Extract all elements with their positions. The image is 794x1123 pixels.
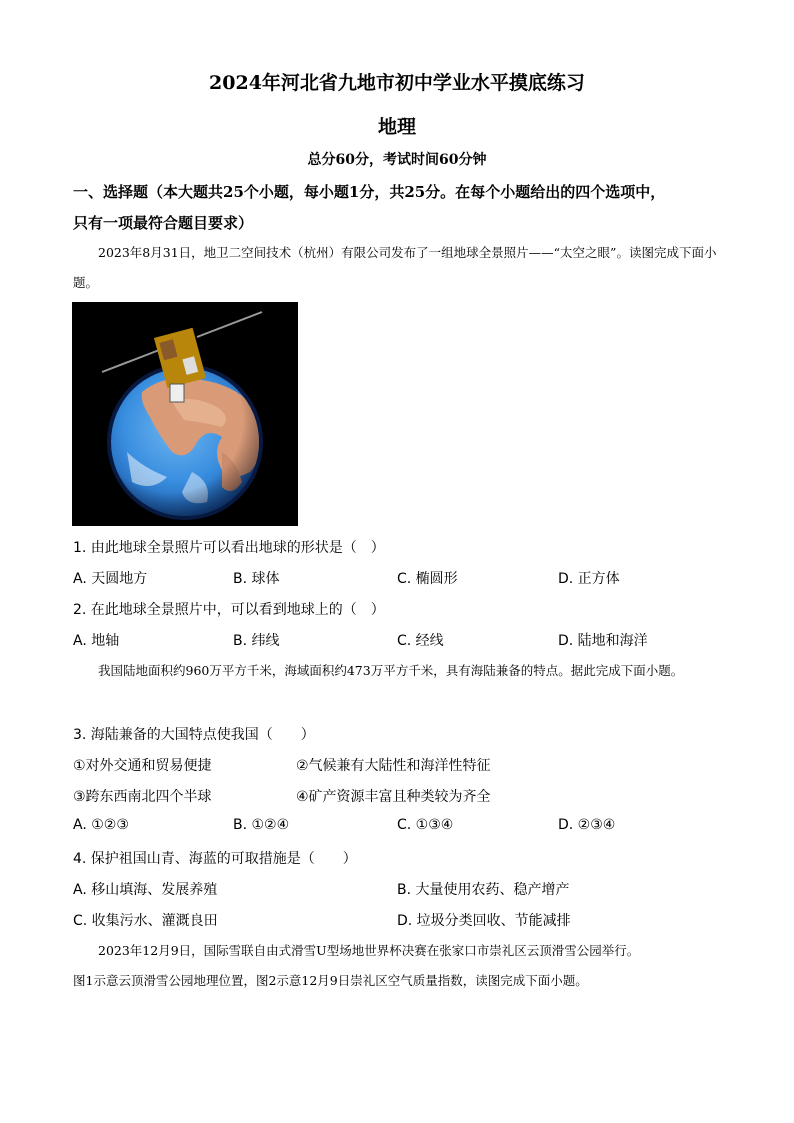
q4-option-a[interactable]: A. 移山填海、发展养殖 bbox=[73, 882, 218, 898]
q4-option-b[interactable]: B. 大量使用农药、稳产增产 bbox=[397, 882, 570, 898]
q2-option-d[interactable]: D. 陆地和海洋 bbox=[558, 633, 648, 649]
q3-option-c[interactable]: C. ①③④ bbox=[397, 817, 454, 833]
section-heading bbox=[73, 177, 733, 239]
q2-option-a[interactable]: A. 地轴 bbox=[73, 633, 120, 649]
question-4-stem: 4. 保护祖国山青、海蓝的可取措施是（ ） bbox=[73, 851, 357, 867]
exam-title: 2024年河北省九地市初中学业水平摸底练习 bbox=[209, 72, 585, 94]
passage-3-line2: 图1示意云顶滑雪公园地理位置，图2示意12月9日崇礼区空气质量指数，读图完成下面小题。 bbox=[73, 973, 588, 988]
q3-statement-1: ①对外交通和贸易便捷 bbox=[73, 758, 212, 774]
section-heading-line2: 只有一项最符合题目要求） bbox=[73, 214, 254, 232]
passage-2: 我国陆地面积约960万平方千米，海域面积约473万平方千米，具有海陆兼备的特点。据此完成下面小题。 bbox=[98, 663, 684, 678]
section-heading-line1: 一、选择题（本大题共25个小题，每小题1分，共25分。在每个小题给出的四个选项中， bbox=[73, 183, 666, 201]
q4-option-d[interactable]: D. 垃圾分类回收、节能减排 bbox=[397, 913, 571, 929]
q4-option-c[interactable]: C. 收集污水、灌溉良田 bbox=[73, 913, 218, 929]
q3-statement-2: ②气候兼有大陆性和海洋性特征 bbox=[296, 758, 491, 774]
earth-panorama-photo bbox=[72, 302, 298, 526]
passage-1: 2023年8月31日，地卫二空间技术（杭州）有限公司发布了一组地球全景照片——“太空之眼”。读图完成下面小题。 bbox=[73, 245, 717, 290]
q2-option-b[interactable]: B. 纬线 bbox=[233, 633, 280, 649]
q3-statement-3: ③跨东西南北四个半球 bbox=[73, 789, 212, 805]
q1-option-b[interactable]: B. 球体 bbox=[233, 571, 280, 587]
question-2-stem: 2. 在此地球全景照片中，可以看到地球上的（ ） bbox=[73, 602, 385, 618]
passage-3-line1: 2023年12月9日，国际雪联自由式滑雪U型场地世界杯决赛在张家口市崇礼区云顶滑雪公园举行。 bbox=[98, 943, 640, 958]
subject-title: 地理 bbox=[377, 116, 416, 138]
q2-option-c[interactable]: C. 经线 bbox=[397, 633, 444, 649]
question-3-stem: 3. 海陆兼备的大国特点使我国（ ） bbox=[73, 727, 315, 743]
exam-info: 总分60分，考试时间60分钟 bbox=[307, 152, 487, 168]
q3-option-a[interactable]: A. ①②③ bbox=[73, 817, 129, 833]
q1-option-c[interactable]: C. 椭圆形 bbox=[397, 571, 458, 587]
question-1-stem: 1. 由此地球全景照片可以看出地球的形状是（ ） bbox=[73, 540, 385, 556]
earth-globe-image bbox=[72, 302, 298, 526]
q3-option-b[interactable]: B. ①②④ bbox=[233, 817, 290, 833]
q3-statement-4: ④矿产资源丰富且种类较为齐全 bbox=[296, 789, 491, 805]
q1-option-d[interactable]: D. 正方体 bbox=[558, 571, 620, 587]
passage-3 bbox=[73, 936, 733, 996]
q1-option-a[interactable]: A. 天圆地方 bbox=[73, 571, 148, 587]
q3-option-d[interactable]: D. ②③④ bbox=[558, 817, 616, 833]
